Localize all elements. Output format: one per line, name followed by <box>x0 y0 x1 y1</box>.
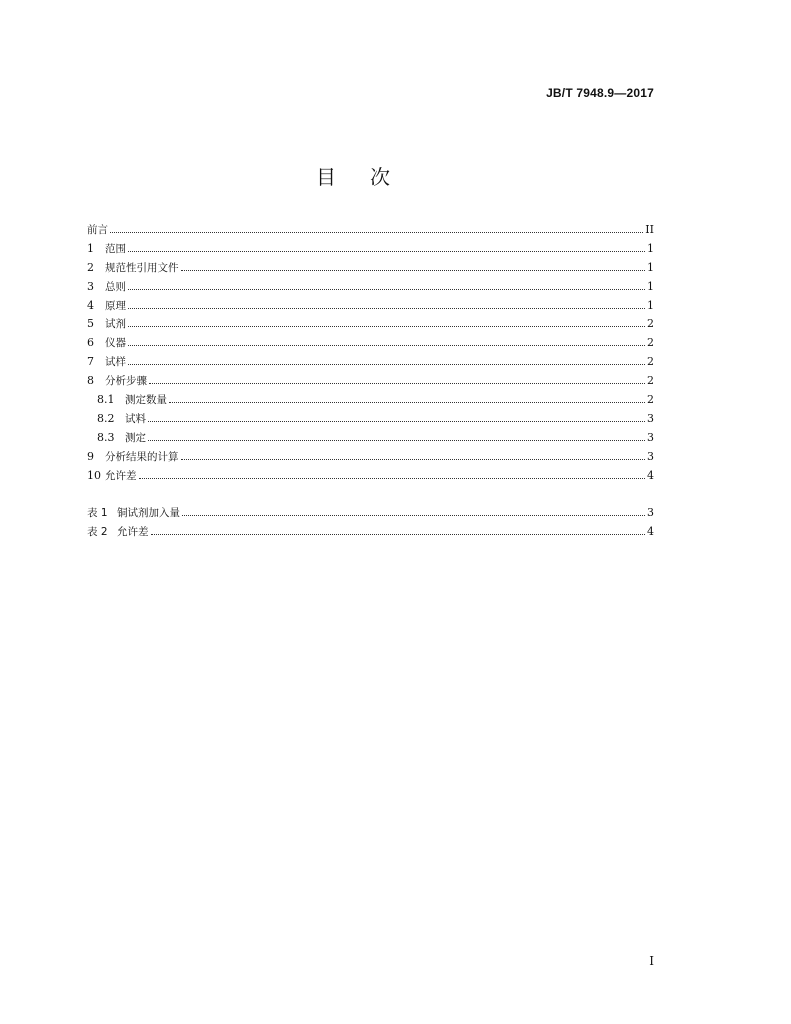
toc-entry-page: 4 <box>647 468 654 482</box>
toc-entry-page: 1 <box>647 298 654 312</box>
toc-entry-foreword[interactable] <box>87 221 654 240</box>
toc-entry-label: 分析结果的计算 <box>105 450 179 463</box>
toc-entry-page: 3 <box>647 506 654 520</box>
toc-entry-number: 8.2 <box>97 411 115 425</box>
toc-entry-1[interactable] <box>87 240 654 259</box>
toc-entry-page: II <box>645 223 654 236</box>
dot-leader <box>149 382 645 384</box>
dot-leader <box>181 269 646 271</box>
dot-leader <box>181 458 646 460</box>
toc-entry-3[interactable] <box>87 278 654 297</box>
toc-entry-page: 1 <box>647 241 654 255</box>
toc-entry-label: 规范性引用文件 <box>105 261 179 274</box>
toc-entry-label: 分析步骤 <box>105 375 147 388</box>
toc-entry-number: 4 <box>87 298 94 312</box>
toc-entry-number: 8 <box>87 374 94 388</box>
toc-entry-page: 4 <box>647 525 654 539</box>
toc-entry-8-1[interactable] <box>87 391 654 410</box>
toc-entry-page: 2 <box>647 393 654 407</box>
page-number: I <box>649 954 654 968</box>
toc-entry-label: 仪器 <box>105 337 126 350</box>
toc-entry-number: 1 <box>87 241 94 255</box>
toc-entry-label: 允许差 <box>105 469 137 482</box>
toc-entry-label: 试剂 <box>105 318 126 331</box>
toc-entry-number: 8.1 <box>97 393 115 407</box>
toc-entry-page: 3 <box>647 430 654 444</box>
toc-entry-table-2[interactable] <box>87 523 654 542</box>
standard-code: JB/T 7948.9—2017 <box>546 86 654 100</box>
toc-entry-label: 测定数量 <box>125 394 167 407</box>
toc-entry-number: 10 <box>87 468 101 482</box>
toc-title: 目次 <box>316 165 424 189</box>
dot-leader <box>128 344 645 346</box>
toc-entry-10[interactable] <box>87 467 654 486</box>
dot-leader <box>148 420 645 422</box>
dot-leader <box>169 401 645 403</box>
toc-entry-8[interactable] <box>87 372 654 391</box>
toc-entry-page: 3 <box>647 411 654 425</box>
toc-entry-page: 1 <box>647 260 654 274</box>
dot-leader <box>128 250 645 252</box>
dot-leader <box>139 477 646 479</box>
section-gap <box>87 485 654 504</box>
toc-entry-label: 前言 <box>87 224 108 236</box>
toc-entry-page: 2 <box>647 374 654 388</box>
dot-leader <box>128 307 645 309</box>
toc-entry-7[interactable] <box>87 353 654 372</box>
toc-entry-label: 铜试剂加入量 <box>117 507 180 520</box>
toc-entry-page: 1 <box>647 279 654 293</box>
dot-leader <box>151 533 646 535</box>
toc-entry-8-2[interactable] <box>87 410 654 429</box>
toc-entry-label: 试样 <box>105 356 126 369</box>
toc-entry-number: 6 <box>87 336 94 350</box>
toc-entry-number: 2 <box>87 260 94 274</box>
toc-entry-5[interactable] <box>87 315 654 334</box>
toc-entry-label: 原理 <box>105 299 126 312</box>
toc-entry-number: 5 <box>87 317 94 331</box>
toc-entry-6[interactable] <box>87 334 654 353</box>
toc-entry-label: 测定 <box>125 431 146 444</box>
toc-entry-label: 试料 <box>125 412 146 425</box>
toc-entry-label: 总则 <box>105 280 126 293</box>
toc-entry-4[interactable] <box>87 297 654 316</box>
toc-entry-number: 8.3 <box>97 430 115 444</box>
dot-leader <box>182 514 645 516</box>
toc-entry-page: 2 <box>647 317 654 331</box>
toc-entry-table-1[interactable] <box>87 504 654 523</box>
toc-entry-8-3[interactable] <box>87 429 654 448</box>
toc-list <box>87 221 654 542</box>
toc-entry-2[interactable] <box>87 259 654 278</box>
dot-leader <box>110 231 643 233</box>
toc-entry-page: 2 <box>647 355 654 369</box>
toc-entry-number: 表 1 <box>87 507 108 520</box>
toc-entry-label: 允许差 <box>117 526 149 539</box>
toc-entry-number: 表 2 <box>87 526 108 539</box>
dot-leader <box>128 288 645 290</box>
toc-entry-number: 7 <box>87 355 94 369</box>
dot-leader <box>148 439 645 441</box>
dot-leader <box>128 325 645 327</box>
toc-entry-label: 范围 <box>105 242 126 255</box>
toc-entry-page: 3 <box>647 449 654 463</box>
toc-entry-9[interactable] <box>87 448 654 467</box>
dot-leader <box>128 363 645 365</box>
toc-entry-number: 9 <box>87 449 94 463</box>
toc-entry-page: 2 <box>647 336 654 350</box>
toc-entry-number: 3 <box>87 279 94 293</box>
